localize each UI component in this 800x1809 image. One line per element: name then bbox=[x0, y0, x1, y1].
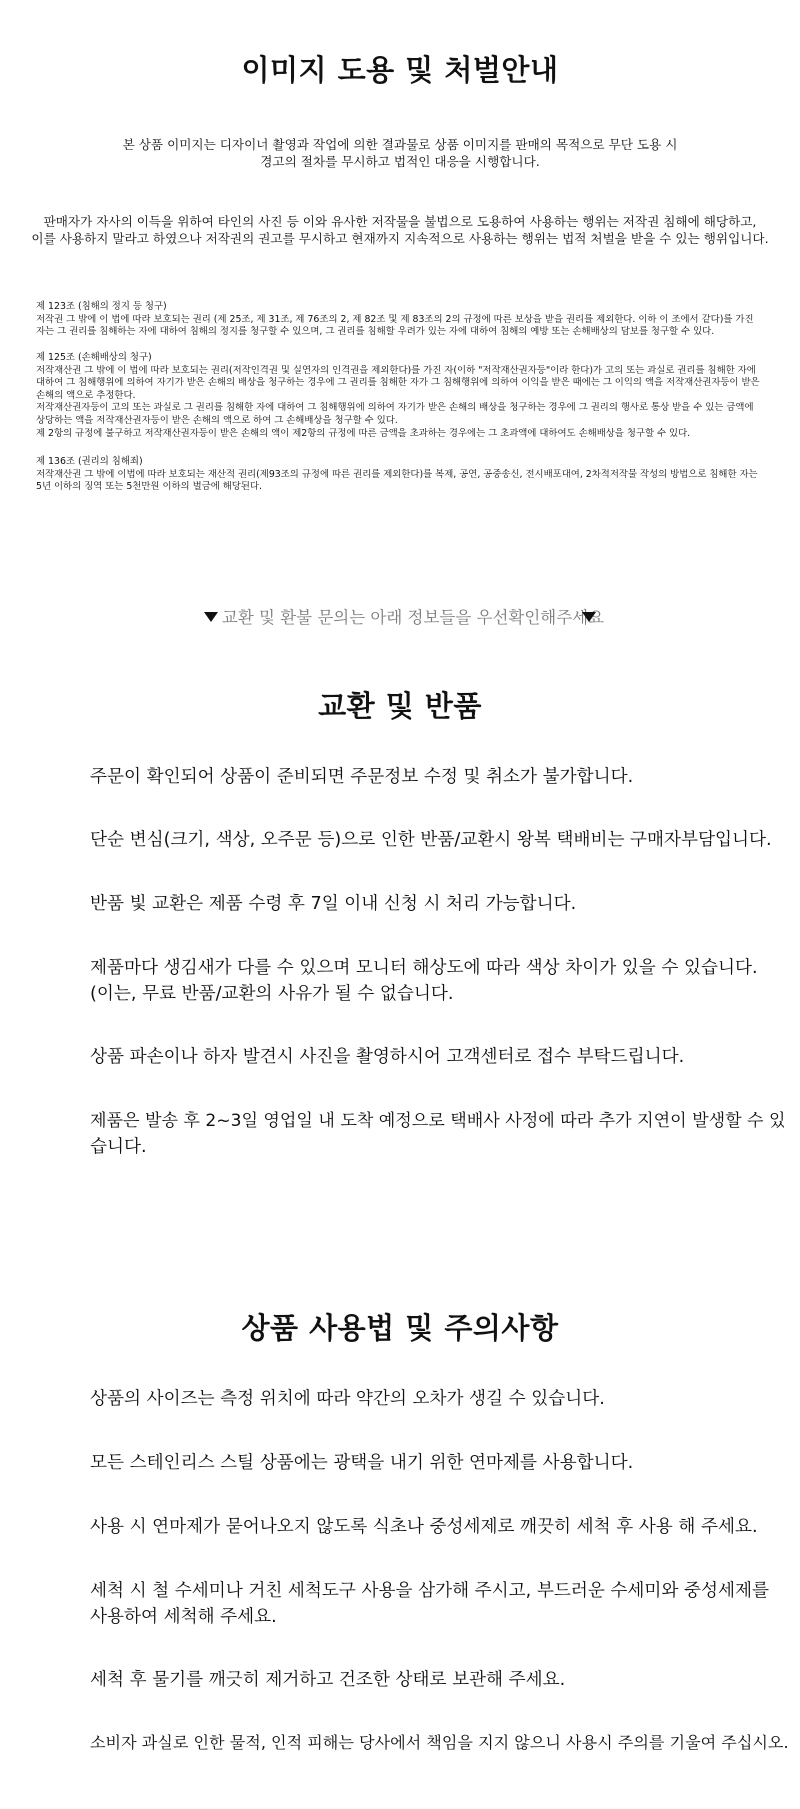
list-item bbox=[90, 1730, 790, 1756]
law-heading: 제 136조 (권리의 침해죄) bbox=[36, 456, 143, 467]
law-article-125 bbox=[36, 352, 782, 440]
law-heading: 제 125조 (손해배상의 청구) bbox=[36, 352, 152, 363]
law-line: 저작재산권 그 밖에 이 법에 따라 보호되는 권리(저작인격권 및 실연자의 인격권을 제외한다)를 가진 자(이하 "저작재산권자등"이라 한다)가 고의 또는 과실로 권리를 침해한 자에 bbox=[36, 364, 756, 376]
list-item bbox=[90, 1044, 790, 1070]
copyright-notice-title: 이미지 도용 및 처벌안내 bbox=[241, 53, 559, 87]
list-item-text: 모든 스테인리스 스틸 상품에는 광택을 내기 위한 연마제를 사용합니다. bbox=[90, 1453, 634, 1473]
law-line: 자는 그 권리를 침해하는 자에 대하여 침해의 정지를 청구할 수 있으며, 그 권리를 침해할 우려가 있는 자에 대하여 침해의 예방 또는 손해배상의 담보를 청구할 수 있다. bbox=[36, 326, 715, 338]
list-item bbox=[90, 1514, 790, 1540]
list-item-text: 주문이 확인되어 상품이 준비되면 주문정보 수정 및 취소가 불가합니다. bbox=[90, 767, 634, 787]
list-item-text: 소비자 과실로 인한 물적, 인적 피해는 당사에서 책임을 지지 않으니 사용시 주의를 기울여 주십시오. bbox=[90, 1733, 789, 1752]
law-line: 제 2항의 규정에 불구하고 저작재산권자등이 받은 손해의 액이 제2항의 규정에 따른 금액을 초과하는 경우에는 그 초과액에 대하여도 손해배상을 청구할 수 있다. bbox=[36, 427, 691, 439]
law-article-123 bbox=[36, 301, 782, 339]
list-item-text: 세척 시 철 수세미나 거친 세척도구 사용을 삼가해 주시고, 부드러운 수세미와 중성세제를 bbox=[90, 1581, 769, 1601]
list-item bbox=[90, 1386, 790, 1412]
list-item-text: 상품 파손이나 하자 발견시 사진을 촬영하시어 고객센터로 접수 부탁드립니다. bbox=[90, 1047, 685, 1067]
text-line: 경고의 절차를 무시하고 법적인 대응을 시행합니다. bbox=[260, 154, 540, 169]
copyright-intro-paragraph bbox=[30, 136, 770, 170]
law-line: 저작재산권자등이 고의 또는 과실로 그 권리를 침해한 자에 대하여 그 침해행위에 의하여 자기가 받은 손해의 배상을 청구하는 경우에 그 권리의 행사로 통상 받을 수 있는 금액에 bbox=[36, 402, 754, 414]
down-triangle-icon bbox=[204, 612, 218, 622]
list-item-text: (이는, 무료 반품/교환의 사유가 될 수 없습니다. bbox=[90, 984, 454, 1004]
copyright-warning-paragraph bbox=[30, 213, 770, 247]
law-line: 손해의 액으로 추정한다. bbox=[36, 389, 136, 401]
usage-caution-title: 상품 사용법 및 주의사항 bbox=[241, 1311, 559, 1345]
law-line: 상당하는 액을 저작재산권자등이 받은 손해의 액으로 하여 그 손해배상을 청구할 수 있다. bbox=[36, 414, 398, 426]
down-triangle-icon bbox=[582, 612, 596, 622]
list-item bbox=[90, 891, 790, 917]
list-item-text: 제품마다 생김새가 다를 수 있으며 모니터 해상도에 따라 색상 차이가 있을 수 있습니다. bbox=[90, 958, 758, 978]
law-heading: 제 123조 (침해의 정지 등 청구) bbox=[36, 301, 167, 312]
law-line: 대하여 그 침해행위에 의하여 자기가 받은 손해의 배상을 청구하는 경우에 그 권리를 침해한 자가 그 침해행위에 의하여 이익을 받은 때에는 그 이익의 액을 저작재산권자등이 받은 bbox=[36, 377, 760, 389]
list-item bbox=[90, 1108, 790, 1160]
list-item-text: 제품은 발송 후 2~3일 영업일 내 도착 예정으로 택배사 사정에 따라 추가 지연이 발생할 수 있 bbox=[90, 1111, 786, 1131]
exchange-inquiry-notice bbox=[0, 604, 800, 628]
law-line: 5년 이하의 징역 또는 5천만원 이하의 벌금에 해당된다. bbox=[36, 481, 262, 493]
text-line: 이를 사용하지 말라고 하였으나 저작권의 권고를 무시하고 현재까지 지속적으로 사용하는 행위는 법적 처벌을 받을 수 있는 행위입니다. bbox=[31, 231, 769, 246]
list-item-text: 습니다. bbox=[90, 1137, 147, 1157]
list-item-text: 반품 빛 교환은 제품 수령 후 7일 이내 신청 시 처리 가능합니다. bbox=[90, 894, 577, 914]
list-item-text: 단순 변심(크기, 색상, 오주문 등)으로 인한 반품/교환시 왕복 택배비는 구매자부담입니다. bbox=[90, 830, 772, 850]
list-item-text: 상품의 사이즈는 측정 위치에 따라 약간의 오차가 생길 수 있습니다. bbox=[90, 1389, 605, 1409]
list-item bbox=[90, 1578, 790, 1630]
list-item bbox=[90, 1667, 790, 1693]
text-line: 본 상품 이미지는 디자이너 촬영과 작업에 의한 결과물로 상품 이미지를 판매의 목적으로 무단 도용 시 bbox=[122, 137, 678, 152]
list-item-text: 사용하여 세척해 주세요. bbox=[90, 1607, 277, 1627]
exchange-inquiry-text: 교환 및 환불 문의는 아래 정보들을 우선확인해주세요 bbox=[221, 608, 605, 627]
list-item bbox=[90, 827, 790, 853]
list-item-text: 사용 시 연마제가 묻어나오지 않도록 식초나 중성세제로 깨끗히 세척 후 사용 해 주세요. bbox=[90, 1517, 758, 1537]
exchange-return-title: 교환 및 반품 bbox=[318, 689, 482, 723]
list-item bbox=[90, 1450, 790, 1476]
list-item bbox=[90, 955, 790, 1007]
law-line: 저작권 그 밖에 이 법에 따라 보호되는 권리 (제 25조, 제 31조, 제 76조의 2, 제 82조 및 제 83조의 2의 규정에 따른 보상을 받을 권리를 제외한다. 이하 이 조에서 같다)를 가진 bbox=[36, 313, 754, 325]
list-item-text: 세척 후 물기를 깨긋히 제거하고 건조한 상태로 보관해 주세요. bbox=[90, 1670, 566, 1690]
list-item bbox=[90, 764, 790, 790]
law-article-136 bbox=[36, 456, 782, 494]
law-line: 저작재산권 그 밖에 이법에 따라 보호되는 재산적 권리(제93조의 규정에 따른 권리를 제외한다)를 복제, 공연, 공중송신, 전시배포대여, 2차적저작물 작성의 방법으로 침해한 자는 bbox=[36, 468, 758, 480]
text-line: 판매자가 자사의 이득을 위하여 타인의 사진 등 이와 유사한 저작물을 불법으로 도용하여 사용하는 행위는 저작권 침해에 해당하고, bbox=[43, 214, 757, 229]
